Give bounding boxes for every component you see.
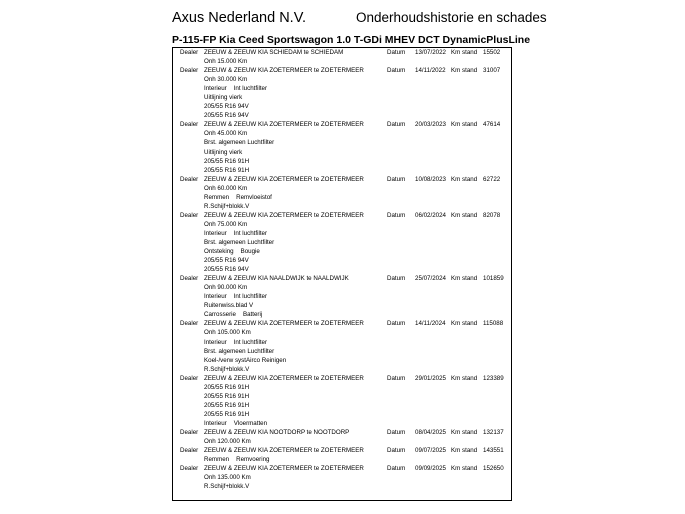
work-detail	[204, 229, 267, 238]
entry-header-row	[173, 464, 511, 473]
dealer-name: ZEEUW & ZEEUW KIA ZOETERMEER te ZOETERMEER	[204, 447, 364, 455]
work-item: 205/55 R16 91H	[204, 166, 250, 174]
maintenance-entry	[173, 274, 511, 319]
work-item: Brst. algemeen Luchtfilter	[204, 139, 275, 147]
date-label: Datum	[387, 428, 406, 436]
vehicle-title: P-115-FP Kia Ceed Sportswagon 1.0 T-GDi MHEV DCT DynamicPlusLine	[172, 34, 531, 46]
dealer-label: Dealer	[180, 175, 199, 183]
date-label: Datum	[387, 175, 406, 183]
work-line	[173, 229, 511, 238]
entry-header-row	[173, 374, 511, 383]
work-item: Onh 75.000 Km	[204, 220, 248, 228]
work-line	[173, 148, 511, 157]
work-item: Onh 30.000 Km	[204, 76, 248, 84]
entry-header-row	[173, 120, 511, 129]
work-line	[173, 57, 511, 66]
work-detail	[204, 482, 249, 491]
work-detail	[204, 75, 247, 84]
odometer-value: 123389	[483, 374, 504, 382]
work-detail	[204, 292, 267, 301]
work-line	[173, 247, 511, 256]
work-line	[173, 220, 511, 229]
maintenance-entry	[173, 446, 511, 464]
work-line	[173, 338, 511, 347]
maintenance-entry	[173, 428, 511, 446]
document-title: Onderhoudshistorie en schades	[356, 10, 547, 25]
entry-header-row	[173, 211, 511, 220]
work-line	[173, 473, 511, 482]
dealer-label: Dealer	[180, 465, 199, 473]
maintenance-entry	[173, 319, 511, 373]
work-item: 205/55 R16 94V	[204, 112, 249, 120]
work-item: 205/55 R16 91H	[204, 383, 250, 391]
work-item: Interieur	[204, 419, 227, 427]
dealer-label: Dealer	[180, 211, 199, 219]
work-line	[173, 356, 511, 365]
service-date: 10/08/2023	[415, 175, 446, 183]
km-label: Km stand	[451, 67, 478, 75]
work-item: Int luchtfilter	[233, 85, 268, 93]
work-line	[173, 111, 511, 120]
work-item: 205/55 R16 94V	[204, 266, 249, 274]
work-line	[173, 238, 511, 247]
work-item: Brst. algemeen Luchtfilter	[204, 347, 275, 355]
work-item: Onh 45.000 Km	[204, 130, 248, 138]
km-label: Km stand	[451, 465, 478, 473]
work-item: 205/55 R16 91H	[204, 157, 250, 165]
maintenance-entry	[173, 211, 511, 274]
work-line	[173, 410, 511, 419]
dealer-label: Dealer	[180, 447, 199, 455]
work-detail	[204, 84, 267, 93]
work-item: Remvoering	[236, 456, 270, 464]
work-line	[173, 347, 511, 356]
work-detail	[204, 347, 274, 356]
work-detail	[204, 220, 247, 229]
work-item: Ontsteking	[204, 248, 234, 256]
work-line	[173, 166, 511, 175]
dealer-name: ZEEUW & ZEEUW KIA ZOETERMEER te ZOETERMEER	[204, 175, 364, 183]
work-item: Bougie	[240, 248, 260, 256]
work-line	[173, 256, 511, 265]
work-line	[173, 419, 511, 428]
work-detail	[204, 455, 269, 464]
date-label: Datum	[387, 211, 406, 219]
work-item: Interieur	[204, 229, 227, 237]
work-line	[173, 138, 511, 147]
work-line	[173, 157, 511, 166]
work-item: Onh 105.000 Km	[204, 329, 251, 337]
date-label: Datum	[387, 275, 406, 283]
service-date: 14/11/2024	[415, 320, 446, 328]
dealer-label: Dealer	[180, 67, 199, 75]
work-line	[173, 193, 511, 202]
service-date: 09/07/2025	[415, 447, 446, 455]
entry-header-row	[173, 48, 511, 57]
work-detail	[204, 202, 249, 211]
km-label: Km stand	[451, 428, 478, 436]
service-date: 09/09/2025	[415, 465, 446, 473]
service-date: 20/03/2023	[415, 121, 446, 129]
service-date: 29/01/2025	[415, 374, 446, 382]
dealer-label: Dealer	[180, 320, 199, 328]
km-label: Km stand	[451, 374, 478, 382]
service-date: 08/04/2025	[415, 428, 446, 436]
work-detail	[204, 238, 274, 247]
work-item: Onh 15.000 Km	[204, 58, 248, 66]
dealer-name: ZEEUW & ZEEUW KIA ZOETERMEER te ZOETERMEER	[204, 374, 364, 382]
work-line	[173, 437, 511, 446]
odometer-value: 115088	[483, 320, 504, 328]
maintenance-entry	[173, 48, 511, 66]
dealer-label: Dealer	[180, 121, 199, 129]
work-detail	[204, 138, 274, 147]
work-detail	[204, 401, 249, 410]
work-item: 205/55 R16 94V	[204, 257, 249, 265]
work-line	[173, 265, 511, 274]
work-item: Ruitenwiss.blad V	[204, 302, 254, 310]
work-item: Interieur	[204, 293, 227, 301]
work-line	[173, 482, 511, 491]
date-label: Datum	[387, 121, 406, 129]
entry-header-row	[173, 319, 511, 328]
service-date: 13/07/2022	[415, 49, 446, 56]
dealer-name: ZEEUW & ZEEUW KIA ZOETERMEER te ZOETERMEER	[204, 465, 364, 473]
work-detail	[204, 57, 247, 66]
work-item: Koel-/verw systAirco Reinigen	[204, 356, 287, 364]
date-label: Datum	[387, 67, 406, 75]
work-detail	[204, 184, 247, 193]
odometer-value: 101859	[483, 275, 504, 283]
km-label: Km stand	[451, 121, 478, 129]
work-line	[173, 93, 511, 102]
work-detail	[204, 383, 249, 392]
work-detail	[204, 93, 242, 102]
work-detail	[204, 283, 247, 292]
entry-header-row	[173, 446, 511, 455]
work-line	[173, 292, 511, 301]
work-item: R.Schijf+blokk.V	[204, 365, 250, 373]
work-line	[173, 75, 511, 84]
work-line	[173, 184, 511, 193]
work-detail	[204, 356, 286, 365]
work-detail	[204, 265, 249, 274]
maintenance-entry	[173, 175, 511, 211]
work-item: Onh 120.000 Km	[204, 438, 251, 446]
work-detail	[204, 166, 249, 175]
work-detail	[204, 328, 251, 337]
work-item: Onh 90.000 Km	[204, 284, 248, 292]
work-item: Uitlijning vierk	[204, 148, 243, 156]
work-line	[173, 283, 511, 292]
work-item: Vloermatten	[233, 419, 268, 427]
dealer-label: Dealer	[180, 374, 199, 382]
odometer-value: 15502	[483, 49, 501, 56]
maintenance-entry	[173, 374, 511, 428]
work-line	[173, 202, 511, 211]
km-label: Km stand	[451, 275, 478, 283]
km-label: Km stand	[451, 211, 478, 219]
km-label: Km stand	[451, 447, 478, 455]
odometer-value: 82078	[483, 211, 501, 219]
work-line	[173, 365, 511, 374]
entry-header-row	[173, 428, 511, 437]
work-line	[173, 102, 511, 111]
work-item: Uitlijning vierk	[204, 94, 243, 102]
work-line	[173, 401, 511, 410]
date-label: Datum	[387, 465, 406, 473]
entry-header-row	[173, 175, 511, 184]
maintenance-entry	[173, 66, 511, 120]
dealer-name: ZEEUW & ZEEUW KIA ZOETERMEER te ZOETERMEER	[204, 121, 364, 129]
work-item: Onh 135.000 Km	[204, 474, 251, 482]
dealer-label: Dealer	[180, 49, 199, 56]
odometer-value: 31007	[483, 67, 501, 75]
work-item: R.Schijf+blokk.V	[204, 483, 250, 491]
work-item: Interieur	[204, 338, 227, 346]
work-detail	[204, 410, 249, 419]
service-date: 14/11/2022	[415, 67, 446, 75]
work-detail	[204, 437, 251, 446]
work-item: R.Schijf+blokk.V	[204, 202, 250, 210]
work-detail	[204, 365, 249, 374]
work-item: Onh 60.000 Km	[204, 184, 248, 192]
dealer-name: ZEEUW & ZEEUW KIA ZOETERMEER te ZOETERMEER	[204, 320, 364, 328]
date-label: Datum	[387, 447, 406, 455]
work-detail	[204, 338, 267, 347]
odometer-value: 47614	[483, 121, 501, 129]
work-item: 205/55 R16 94V	[204, 103, 249, 111]
service-date: 25/07/2024	[415, 275, 446, 283]
work-item: Brst. algemeen Luchtfilter	[204, 238, 275, 246]
work-line	[173, 84, 511, 93]
work-item: Remmen	[204, 456, 230, 464]
work-item: Batterij	[242, 311, 263, 319]
work-item: Remmen	[204, 193, 230, 201]
dealer-name: ZEEUW & ZEEUW KIA ZOETERMEER te ZOETERMEER	[204, 67, 364, 75]
work-detail	[204, 193, 272, 202]
work-item: Interieur	[204, 85, 227, 93]
work-item: Int luchtfilter	[233, 338, 268, 346]
work-detail	[204, 102, 249, 111]
dealer-name: ZEEUW & ZEEUW KIA NOOTDORP te NOOTDORP	[204, 428, 350, 436]
company-name: Axus Nederland N.V.	[172, 10, 307, 26]
work-item: Remvloeistof	[236, 193, 272, 201]
odometer-value: 152650	[483, 465, 504, 473]
work-detail	[204, 301, 253, 310]
maintenance-entry	[173, 120, 511, 174]
work-detail	[204, 419, 267, 428]
date-label: Datum	[387, 374, 406, 382]
work-line	[173, 328, 511, 337]
work-line	[173, 383, 511, 392]
work-item: 205/55 R16 91H	[204, 401, 250, 409]
entry-header-row	[173, 66, 511, 75]
entry-header-row	[173, 274, 511, 283]
work-item: 205/55 R16 91H	[204, 410, 250, 418]
odometer-value: 62722	[483, 175, 501, 183]
work-item: Carrosserie	[204, 311, 236, 319]
km-label: Km stand	[451, 49, 478, 56]
work-line	[173, 310, 511, 319]
odometer-value: 143551	[483, 447, 504, 455]
work-detail	[204, 247, 260, 256]
dealer-name: ZEEUW & ZEEUW KIA SCHIEDAM te SCHIEDAM	[204, 49, 344, 56]
maintenance-entry	[173, 464, 511, 491]
work-line	[173, 129, 511, 138]
work-detail	[204, 392, 249, 401]
service-date: 06/02/2024	[415, 211, 446, 219]
maintenance-table	[172, 47, 512, 501]
work-detail	[204, 256, 249, 265]
date-label: Datum	[387, 49, 406, 56]
work-detail	[204, 148, 242, 157]
work-detail	[204, 129, 247, 138]
work-detail	[204, 310, 262, 319]
km-label: Km stand	[451, 320, 478, 328]
dealer-label: Dealer	[180, 275, 199, 283]
work-line	[173, 455, 511, 464]
work-line	[173, 301, 511, 310]
work-item: Int luchtfilter	[233, 229, 268, 237]
work-detail	[204, 473, 251, 482]
dealer-name: ZEEUW & ZEEUW KIA ZOETERMEER te ZOETERMEER	[204, 211, 364, 219]
km-label: Km stand	[451, 175, 478, 183]
odometer-value: 132137	[483, 428, 504, 436]
work-detail	[204, 157, 249, 166]
work-detail	[204, 111, 249, 120]
work-line	[173, 392, 511, 401]
dealer-name: ZEEUW & ZEEUW KIA NAALDWIJK te NAALDWIJK	[204, 275, 349, 283]
work-item: Int luchtfilter	[233, 293, 268, 301]
dealer-label: Dealer	[180, 428, 199, 436]
date-label: Datum	[387, 320, 406, 328]
work-item: 205/55 R16 91H	[204, 392, 250, 400]
